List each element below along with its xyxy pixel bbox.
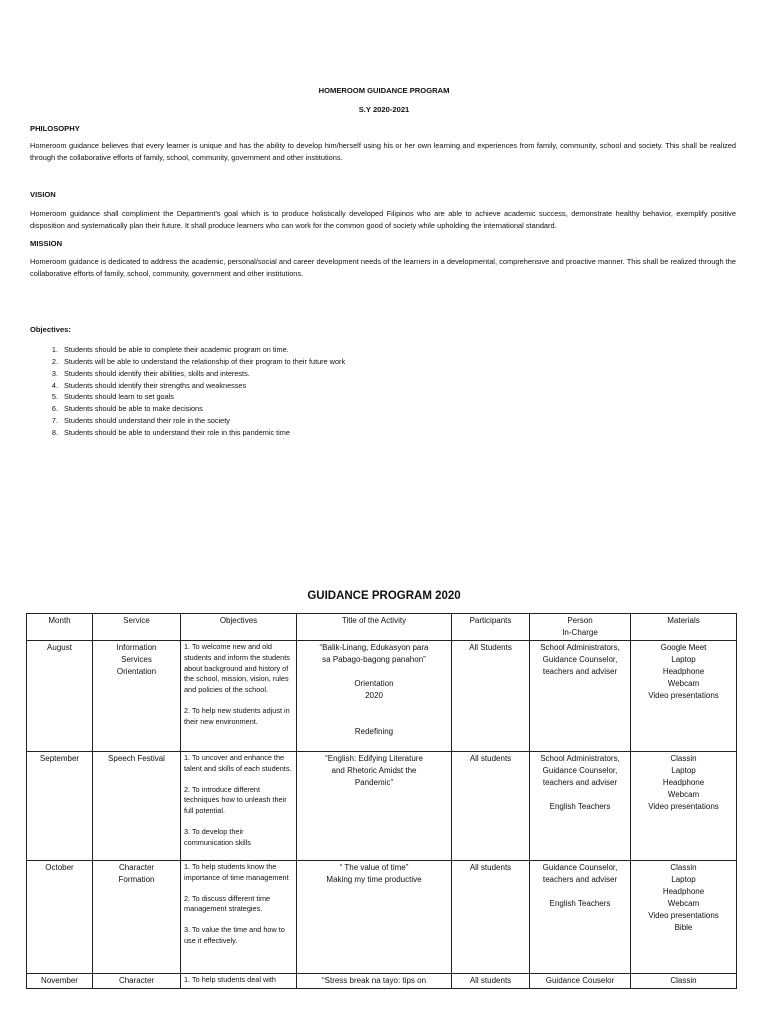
cell-service [93, 861, 181, 974]
activity-line: Orientation [354, 679, 394, 688]
header-month: Month [27, 614, 93, 641]
cell-objectives [181, 861, 297, 974]
program-title: GUIDANCE PROGRAM 2020 [307, 590, 461, 602]
person-line: School Administrators, [540, 643, 620, 652]
activity-line: “Balik-Linang, Edukasyon para [319, 643, 429, 652]
material-line: Video presentations [648, 691, 719, 700]
cell-month: October [27, 861, 93, 974]
material-line: Webcam [667, 790, 700, 799]
activity-line: “ The value of time” [339, 863, 409, 872]
cell-participants: All students [452, 861, 530, 974]
spacer [300, 714, 448, 726]
list-item [42, 356, 345, 368]
material-line: Headphone [662, 667, 705, 676]
service-line: Formation [118, 875, 155, 884]
list-item-number: 6. [51, 404, 58, 414]
objective-text: 1. To help students deal with [184, 975, 276, 984]
material-line: Bible [674, 923, 693, 932]
activity-line: “English: Edifying Literature [325, 754, 423, 763]
cell-materials [631, 641, 737, 752]
mission-text: Homeroom guidance is dedicated to address the academic, personal/social and career development needs of the learners in a developmental, comprehensive and proactive manner. This shall be realized through the collaborative efforts of family, school, community, government and other institutions. [30, 257, 736, 278]
list-item [42, 427, 345, 439]
service-line: Character [118, 976, 155, 985]
mission-heading: MISSION [30, 239, 63, 248]
list-item-text: Students should identify their strengths and weaknesses [64, 380, 247, 390]
vision-text: Homeroom guidance shall compliment the Department's goal which is to produce holistically developed Filipinos who are able to achieve academic success, demonstrate healthy behavior, exemplify positive disposition and systematically plan their future. It shall produce learners who can work for the common good of society while upholding the international standard. [30, 209, 736, 230]
activity-line: Making my time productive [326, 875, 422, 884]
material-line: Webcam [667, 899, 700, 908]
list-item-text: Students should be able to complete their academic program on time. [64, 345, 289, 354]
list-item-number: 7. [51, 416, 58, 426]
participants-text: All students [469, 976, 512, 985]
cell-service [93, 641, 181, 752]
service-line: Information [116, 643, 157, 652]
material-line: Classin [670, 976, 697, 985]
objective-text: 2. To introduce different techniques how to unleash their full potential. [184, 784, 287, 816]
cell-service [93, 752, 181, 861]
material-line: Laptop [671, 875, 696, 884]
header-participants: Participants [452, 614, 530, 641]
header-materials: Materials [631, 614, 737, 641]
material-line: Webcam [667, 679, 700, 688]
objective-text: 1. To help students know the importance of time management [184, 862, 289, 882]
objectives-heading: Objectives: [30, 325, 71, 334]
list-item-text: Students should be able to understand their role in this pandemic time [64, 427, 290, 437]
cell-month: August [27, 641, 93, 752]
cell-person-in-charge [530, 752, 631, 861]
person-line: teachers and adviser [542, 875, 618, 884]
person-line: teachers and adviser [542, 778, 618, 787]
cell-activity [297, 861, 452, 974]
material-line: Headphone [662, 778, 705, 787]
person-line: English Teachers [549, 899, 611, 908]
person-line: English Teachers [549, 802, 611, 811]
list-item-number: 2. [51, 356, 58, 366]
cell-objectives [181, 752, 297, 861]
list-item [42, 380, 345, 392]
cell-participants: All students [452, 752, 530, 861]
list-item-number: 1. [51, 345, 58, 354]
table-row [27, 861, 737, 974]
list-item-text: Students should learn to set goals [64, 392, 174, 402]
header-person-in-charge [530, 614, 631, 641]
list-item-text: Students should identify their abilities, skills and interests. [64, 368, 250, 378]
cell-month [27, 974, 93, 989]
school-year: S.Y 2020-2021 [358, 105, 410, 114]
philosophy-heading: PHILOSOPHY [30, 124, 80, 133]
list-item [42, 403, 345, 415]
person-line: teachers and adviser [542, 667, 618, 676]
activity-line: 2020 [365, 691, 383, 700]
list-item-number: 5. [51, 392, 58, 402]
header-person-line-1: Person [567, 616, 593, 625]
person-line: Guidance Counselor, [542, 655, 618, 664]
person-line: Guidance Couselor [545, 976, 615, 985]
cell-month-text: November [41, 976, 78, 985]
cell-materials [631, 752, 737, 861]
cell-materials [631, 861, 737, 974]
cell-participants [452, 974, 530, 989]
objective-text: 2. To help new students adjust in their new environment. [184, 705, 290, 726]
cell-person-in-charge [530, 641, 631, 752]
activity-line: and Rhetoric Amidst the [331, 766, 417, 775]
person-line: Guidance Counselor, [542, 863, 618, 872]
header-person-line-2: In-Charge [562, 628, 598, 637]
header-activity: Title of the Activity [297, 614, 452, 641]
material-line: Classin [670, 754, 697, 763]
cell-activity [297, 641, 452, 752]
objective-text: 3. To value the time and how to use it effectively. [184, 925, 285, 945]
list-item [42, 415, 345, 427]
cell-objectives [181, 974, 297, 989]
cell-activity [297, 752, 452, 861]
material-line: Video presentations [648, 802, 719, 811]
table-row [27, 974, 737, 989]
spacer [533, 886, 627, 898]
material-line: Laptop [671, 766, 696, 775]
cell-activity [297, 974, 452, 989]
list-item [42, 368, 345, 380]
list-item [42, 391, 345, 403]
table-header-row [27, 614, 737, 641]
cell-month: September [27, 752, 93, 861]
table-row [27, 641, 737, 752]
list-item-number: 3. [51, 368, 58, 378]
header-objectives: Objectives [181, 614, 297, 641]
material-line: Classin [670, 863, 697, 872]
vision-heading: VISION [30, 190, 56, 199]
cell-materials [631, 974, 737, 989]
program-table [26, 613, 737, 989]
material-line: Google Meet [660, 643, 707, 652]
list-item [42, 344, 345, 356]
cell-person-in-charge [530, 974, 631, 989]
activity-line: Pandemic” [354, 778, 394, 787]
service-line: Services [121, 655, 152, 664]
list-item-text: Students should understand their role in the society [64, 416, 230, 426]
service-line: Orientation [116, 667, 157, 676]
service-line: Speech Festival [108, 754, 165, 763]
objective-text: 3. To develop their communication skills [184, 826, 251, 847]
material-line: Video presentations [648, 911, 719, 920]
spacer [300, 666, 448, 678]
objective-text: 1. To welcome new and old students and inform the students about background and history of the school, mission, vision, rules and policies of the school. [184, 642, 290, 695]
cell-objectives [181, 641, 297, 752]
list-item-text: Students will be able to understand the relationship of their program to their future work [64, 356, 346, 366]
list-item-number: 4. [51, 380, 58, 390]
objective-text: 1. To uncover and enhance the talent and skills of each students. [184, 753, 292, 773]
spacer [300, 702, 448, 714]
philosophy-text: Homeroom guidance believes that every learner is unique and has the ability to develop him/herself using his or her own learning and experiences from family, community, school and society. This shall be realized through the collaborative efforts of family, school, community, government and other institutions. [30, 141, 736, 162]
objectives-list [42, 344, 345, 439]
activity-line: “Stress break na tayo: tips on [321, 976, 427, 985]
activity-line: sa Pabago-bagong panahon” [322, 655, 426, 664]
objective-text: 2. To discuss different time management strategies. [184, 893, 271, 914]
cell-person-in-charge [530, 861, 631, 974]
document-title: HOMEROOM GUIDANCE PROGRAM [318, 86, 450, 95]
cell-participants: All Students [452, 641, 530, 752]
service-line: Character [118, 863, 155, 872]
list-item-number: 8. [51, 427, 58, 437]
material-line: Headphone [662, 887, 705, 896]
material-line: Laptop [671, 655, 696, 664]
header-service: Service [93, 614, 181, 641]
person-line: Guidance Counselor, [542, 766, 618, 775]
list-item-text: Students should be able to make decisions [64, 404, 203, 414]
table-row [27, 752, 737, 861]
cell-service [93, 974, 181, 989]
activity-line: Redefining [354, 727, 394, 736]
person-line: School Administrators, [540, 754, 620, 763]
spacer [533, 789, 627, 801]
